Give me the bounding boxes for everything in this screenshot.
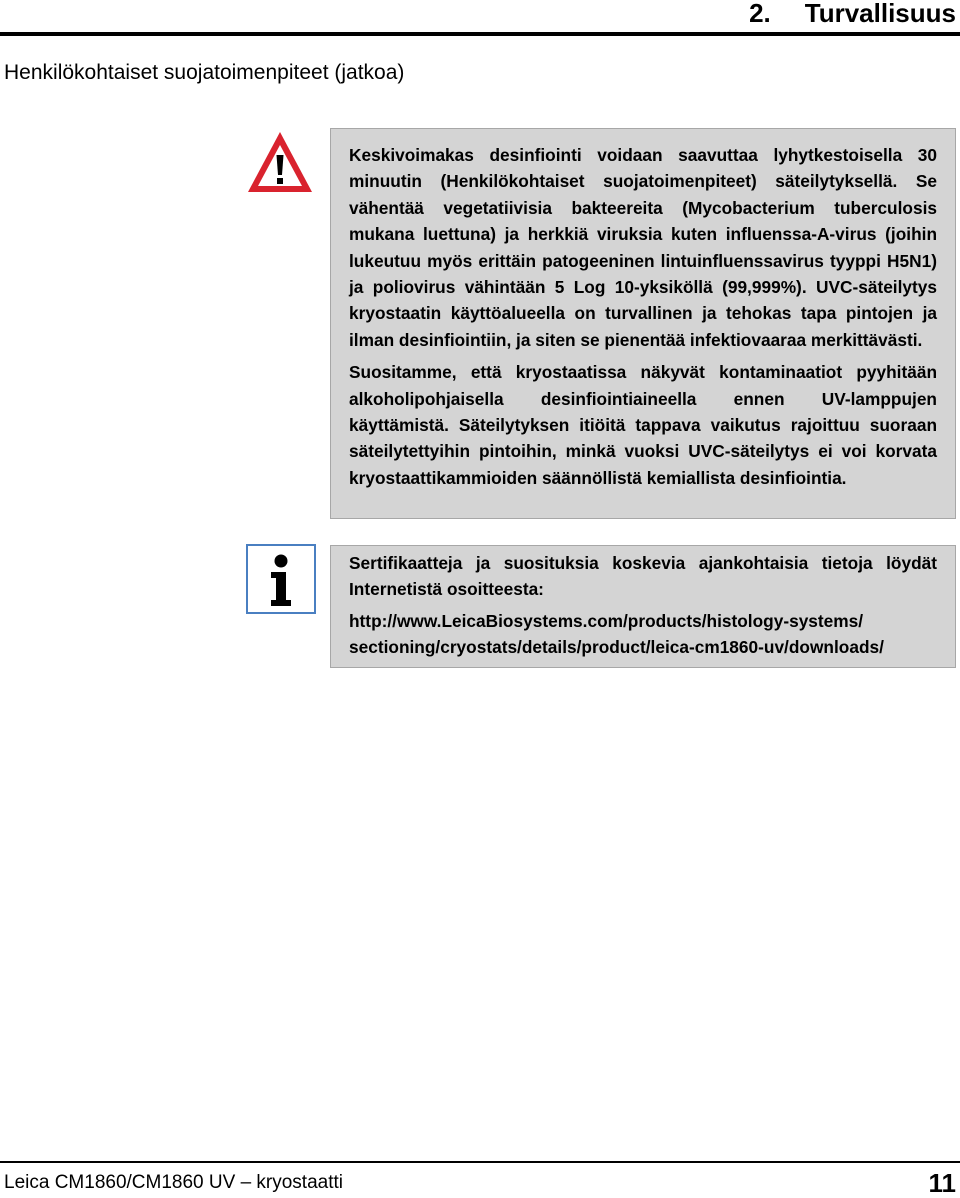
section-heading: Henkilökohtaiset suojatoimenpiteet (jatkoa) xyxy=(4,61,405,84)
footer-product-name: Leica CM1860/CM1860 UV – kryostaatti xyxy=(4,1172,343,1193)
chapter-name: Turvallisuus xyxy=(804,0,956,28)
chapter-title xyxy=(749,0,956,26)
warning-triangle-icon xyxy=(245,128,315,198)
header-rule xyxy=(0,32,960,36)
info-icon xyxy=(246,544,316,614)
info-url-link[interactable]: http://www.LeicaBiosystems.com/products/histology-systems/ sectioning/cryostats/details/product/leica-cm1860-uv/downloads/ xyxy=(349,610,884,658)
page-number: 11 xyxy=(928,1168,956,1198)
footer-rule xyxy=(0,1161,960,1163)
info-text: Sertifikaatteja ja suosituksia koskevia ajankohtaisia tietoja löydät Internetistä osoitteesta: xyxy=(349,553,937,600)
info-box xyxy=(330,545,956,668)
warning-box xyxy=(330,128,956,519)
chapter-number: 2. xyxy=(749,0,771,28)
warning-paragraph: Keskivoimakas desinfiointi voidaan saavuttaa lyhytkestoisella 30 minuutin (Henkilökohtaiset suojatoimenpiteet) säteilytyksellä. Se vähentää vegetatiivisia bakteereita (Mycobacterium tuberculosis mukana luettuna) ja herkkiä viruksia kuten influenssa-A-virus (joihin lukeutuu myös erittäin patogeeninen lintuinfluenssavirus tyyppi H5N1) ja poliovirus vähintään 5 Log 10-yksiköllä (99,999%). UVC-säteilytys kryostaatin käyttöalueella on turvallinen ja tehokas tapa pintojen ja ilman desinfiointiin, ja siten se pienentää infektiovaaraa merkittävästi. xyxy=(349,145,937,350)
warning-paragraph: Suositamme, että kryostaatissa näkyvät kontaminaatiot pyyhitään alkoholipohjaisella desinfiointiaineella ennen UV-lamppujen käyttämistä. Säteilytyksen itiöitä tappava vaikutus rajoittuu suoraan säteilytettyihin pintoihin, minkä vuoksi UVC-säteilytys ei voi korvata kryostaattikammioiden säännöllistä kemiallista desinfiointia. xyxy=(349,362,937,488)
